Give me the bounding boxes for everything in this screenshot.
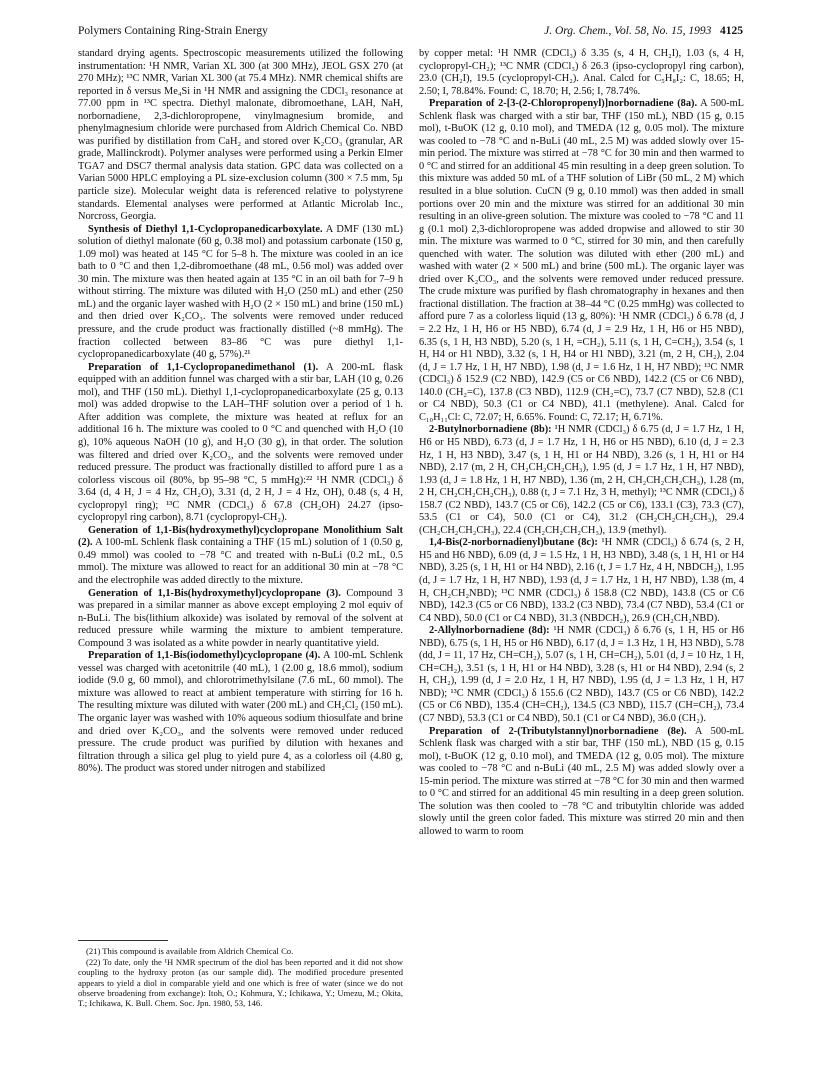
paragraph-instrumentation: standard drying agents. Spectroscopic measurements utilized the following instrumentation: ¹H NMR, Varian XL 300 (at 300 MHz), JEOL GSX 270 (at 270 MHz); ¹³C NMR, Varian XL 300 (at 75.4 MHz). NMR chemical shifts are reported in δ versus Me₄Si in ¹H NMR and assigning the CDCl₃ resonance at 77.00 ppm in ¹³C spectra. Diethyl malonate, dibromoethane, LAH, NaH, norbornadiene, 2,3-dichloropropene, vinylmagnesium bromide, and phenylmagnesium chloride were purchased from Aldrich Chemical Co. NBD was purified by distillation from CaH₂ and stored over K₂CO₃ (granular, AR grade, Mallinckrodt). Polymer analyses were performed using a Perkin Elmer TGA7 and DSC7 thermal analysis data station. GPC data was collected on a Varian 5000 HPLC employing a PL size-exclusion column (300 × 7.5 mm, 5μ particle size). Molecular weight data is referenced relative to polystyrene standards. Elemental analyses were performed at Atlantic Microlab Inc., Norcross, Georgia. xyxy=(78,48,403,223)
section-heading: Generation of 1,1-Bis(hydroxymethyl)cyclopropane Monolithium Salt (2). xyxy=(78,524,403,549)
section-heading: 2-Allylnorbornadiene (8d): xyxy=(429,625,550,637)
section-body: A DMF (130 mL) solution of diethyl malonate (60 g, 0.38 mol) and potassium carbonate (150 g, 1.09 mol) was heated at 145 °C for 5–8 h. The mixture was cooled in an ice bath to 0 °C and then 1,2-dibromoethane (48 mL, 0.56 mol) was added over 30 min. The mixture was then heated again at 135 °C in an oil bath for 7–9 h without stirring. The mixture was diluted with H₂O (250 mL) and ether (250 mL) and the organic layer washed with H₂O (2 × 150 mL) and brine (150 mL) and then dried over K₂CO₃. The solvents were removed under reduced pressure, and the crude product was fractionally distilled (~8 mmHg). The fraction collected between 83–86 °C was pure diethyl 1,1-cyclopropanedicarboxylate (40 g, 57%).²¹ xyxy=(78,223,403,361)
running-title: Polymers Containing Ring-Strain Energy xyxy=(78,25,268,37)
section-body: A 500-mL Schlenk flask was charged with a stir bar, THF (150 mL), NBD (15 g, 0.15 mol), t-BuOK (12 g, 0.10 mol), and TMEDA (12 g, 0.05 mol). The mixture was cooled to −78 °C and n-BuLi (40 mL, 2.5 M) was added slowly over a 15-min period. The mixture was stirred at −78 °C for 30 min and then warmed to 0 °C and stirred for an additional 45 min resulting in a deep green solution. The solution was then cooled to −78 °C and tributyltin chloride was added slowly until the green color faded. This mixture was stirred 20 min and then allowed to warm to room xyxy=(419,725,745,837)
footnotes xyxy=(78,940,403,1009)
right-column xyxy=(419,48,744,838)
section-compound-2 xyxy=(78,525,403,588)
section-compound-8b xyxy=(419,424,744,537)
journal-citation xyxy=(544,25,743,37)
section-compound-8e xyxy=(419,726,744,839)
section-heading: Preparation of 2-(Tributylstannyl)norbornadiene (8e). xyxy=(429,725,687,737)
page-header xyxy=(78,25,743,41)
section-heading: 1,4-Bis(2-norbornadienyl)butane (8c): xyxy=(429,537,598,549)
section-body: ¹H NMR (CDCl₃) δ 6.76 (s, 1 H, H5 or H6 NBD), 6.75 (s, 1 H, H5 or H6 NBD), 6.17 (d, J = 1.3 Hz, 1 H, H3 NBD), 5.78 (dd, J = 11, 17 Hz, CH=CH₂), 5.07 (s, 1 H, CH=CH₂), 5.01 (d, J = 10 Hz, 1 H, CH=CH₂), 3.51 (s, 1 H, H1 or H4 NBD), 3.28 (s, H1 or H4 NBD), 2.94 (s, 2 H, CH₂), 1.99 (d, J = 2.0 Hz, 1 H, H7 NBD), 1.95 (d, J = 1.3 Hz, 1 H, H7 NBD); ¹³C NMR (CDCl₃) δ 155.6 (C2 NBD), 143.7 (C5 or C6 NBD), 142.2 (C5 or C6 NBD), 135.4 (CH=CH₂), 134.5 (C3 NBD), 115.7 (CH=CH₂), 73.4 (C7 NBD), 53.3 (C1 or C4 NBD), 50.1 (C1 or C4 NBD), 36.0 (CH₂). xyxy=(419,625,744,724)
section-body: Compound 3 was prepared in a similar manner as above except employing 2 mol equiv of n-BuLi. The bis(lithium alkoxide) was isolated by removal of the solvent at reduced pressure while warming the mixture to ambient temperature. Compound 3 was isolated as a white powder in nearly quantitative yield. xyxy=(78,587,403,649)
footnote-rule xyxy=(78,940,168,941)
section-compound-8c xyxy=(419,537,744,625)
section-body: ¹H NMR (CDCl₃) δ 6.74 (s, 2 H, H5 and H6 NBD), 6.09 (d, J = 1.5 Hz, 1 H, H3 NBD), 3.48 (s, 1 H, H1 or H4 NBD), 3.25 (s, 1 H, H1 or H4 NBD), 2.16 (t, J = 1.7 Hz, 4 H, NBDCH₂), 1.95 (d, J = 1.7 Hz, 1 H, H7 NBD), 1.93 (d, J = 1.7 Hz, 1 H, H7 NBD), 1.38 (m, 4 H, CH₂CH₂NBD); ¹³C NMR (CDCl₃) δ 158.8 (C2 NBD), 143.8 (C5 or C6 NBD), 142.3 (C5 or C6 NBD), 133.2 (C3 NBD), 73.4 (C7 NBD), 53.4 (C1 or C4 NBD), 50.0 (C1 or C4 NBD), 31.3 (NBDCH₂), 26.9 (CH₂CH₂NBD). xyxy=(419,537,744,624)
section-compound-8d xyxy=(419,625,744,725)
section-body: A 500-mL Schlenk flask was charged with a stir bar, THF (150 mL), NBD (15 g, 0.15 mol), t-BuOK (12 g, 0.10 mol), and TMEDA (12 g, 0.05 mol). The mixture was cooled to −78 °C and n-BuLi (40 mL, 2.5 M) was added slowly over 15-min period. The mixture was stirred at −78 °C for 30 min and then warmed to 0 °C and stirred for an additional 45 min resulting in a deep green solution. To this mixture was added 50 mL of a THF solution of LiBr (50 mL, 2 M) which resulted in a blue solution. CuCN (9 g, 0.10 mmol) was then added in small portions over 20 min and the mixture was stirred for an additional 30 min resulting in an olive-green solution. The mixture was cooled to −78 °C and 11 g (0.1 mol) 2,3-dichloropropene was added dropwise and allowed to stir 30 min. The mixture was warmed to 0 °C, stirred for 30 min, and then carefully quenched with water. The solution was diluted with ether (200 mL) and washed with water (2 × 500 mL) and brine (500 mL). The organic layer was dried over K₂CO₃, and the solvents were removed under reduced pressure. The crude mixture was purified by flash chromatography in hexanes and then fractional distillation. The fraction at 38–44 °C (0.25 mmHg) was collected to afford pure 7 as a colorless liquid (13 g, 80%): ¹H NMR (CDCl₃) δ 6.78 (d, J = 2.2 Hz, 1 H, H6 or H5 NBD), 6.74 (d, J = 2.9 Hz, 1 H, H6 or H5 NBD), 6.35 (s, 1 H, H3 NBD), 5.20 (s, 1 H, =CH₂), 5.11 (s, 1 H, C=CH₂), 3.54 (s, 1 H, H4 or H1 NBD), 3.32 (s, 1 H, H4 or H1 NBD), 3.21 (m, 2 H, CH₂), 2.04 (d, J = 1.7 Hz, 1 H, H7 NBD), 1.98 (d, J = 1.6 Hz, 1 H, H7 NBD); ¹³C NMR (CDCl₃) δ 152.9 (C2 NBD), 142.9 (C5 or C6 NBD), 142.2 (C5 or C6 NBD), 140.0 (CH₂=C), 137.8 (C3 NBD), 112.9 (CH₂=C), 73.7 (C7 NBD), 52.8 (C1 or C4 NBD), 50.3 (C1 or C4 NBD), 41.1 (methylene). Anal. Calcd for C₁₀H₁₁Cl: C, 72.07; H, 6.65%. Found: C, 72.17; H, 6.71%. xyxy=(419,98,744,423)
section-body: ¹H NMR (CDCl₃) δ 6.75 (d, J = 1.7 Hz, 1 H, H6 or H5 NBD), 6.73 (d, J = 1.7 Hz, 1 H, H6 or H5 NBD), 6.10 (d, J = 2.3 Hz, 1 H, H3 NBD), 3.47 (s, 1 H, H1 or H4 NBD), 3.26 (s, 1 H, H1 or H4 NBD), 2.17 (m, 2 H, CH₂CH₂CH₂CH₃), 1.95 (d, J = 1.7 Hz, 1 H, H7 NBD), 1.93 (d, J = 1.8 Hz, 1 H, H7 NBD), 1.36 (m, 2 H, CH₂CH₂CH₂CH₃), 1.28 (m, 2 H, CH₂CH₂CH₂CH₃), 0.88 (t, J = 7.1 Hz, 3 H, methyl); ¹³C NMR (CDCl₃) δ 158.7 (C2 NBD), 143.7 (C5 or C6), 142.2 (C5 or C6), 133.1 (C3), 73.3 (C7), 53.5 (C1 or C4), 50.0 (C1 or C4), 31.2 (CH₂CH₂CH₂CH₃), 29.4 (CH₂CH₂CH₂CH₃), 22.4 (CH₂CH₂CH₂CH₃), 13.9 (methyl). xyxy=(419,424,744,536)
section-compound-4 xyxy=(78,650,403,775)
section-heading: Synthesis of Diethyl 1,1-Cyclopropanedicarboxylate. xyxy=(88,223,323,235)
left-column xyxy=(78,48,403,776)
section-compound-3 xyxy=(78,588,403,651)
section-heading: Preparation of 1,1-Cyclopropanedimethanol (1). xyxy=(88,361,319,373)
section-body: A 100-mL Schlenk flask containing a THF (15 mL) solution of 1 (0.50 g, 0.49 mmol) was cooled to −78 °C and treated with n-BuLi (0.2 mL, 0.5 mmol). The mixture was allowed to react for an additional 30 min at −78 °C and the electrophile was added directly to the mixture. xyxy=(78,537,403,586)
section-body: A 100-mL Schlenk vessel was charged with acetonitrile (40 mL), 1 (2.00 g, 18.6 mmol), sodium iodide (9.0 g, 60 mmol), and chlorotrimethylsilane (7.6 mL, 60 mmol). The mixture was allowed to react at ambient temperature with stirring for 16 h. The resulting mixture was diluted with water (200 mL) and CH₂Cl₂ (150 mL). The organic layer was washed with 10% aqueous sodium thiosulfate and brine and dried over K₂CO₃, and the solvents were removed under reduced pressure. The crude product was purified by dilution with hexanes and filtration through a silica gel plug to yield pure 4, as a colorless oil (4.80 g, 80%). The product was stored under nitrogen and stabilized xyxy=(78,650,403,775)
section-heading: Generation of 1,1-Bis(hydroxymethyl)cyclopropane (3). xyxy=(88,587,341,599)
page-number: 4125 xyxy=(720,25,743,37)
journal-name: J. Org. Chem., Vol. 58, No. 15, 1993 xyxy=(544,25,712,37)
footnote-22: (22) To date, only the ¹H NMR spectrum of the diol has been reported and it did not show coupling to the hydroxy proton (as our sample did). The modified procedure presented appears to yield a diol in comparable yield and one which is free of water (since we do not observe broadening from exchange): Itoh, O.; Kohmura, Y.; Ichikawa, Y.; Umezu, M.; Okita, T.; Ichikawa, K. Bull. Chem. Soc. Jpn. 1980, 53, 146. xyxy=(78,957,403,1009)
section-heading: Preparation of 1,1-Bis(iodomethyl)cyclopropane (4). xyxy=(88,650,321,662)
section-compound-8a xyxy=(419,98,744,424)
section-heading: Preparation of 2-[3-(2-Chloropropenyl)]norbornadiene (8a). xyxy=(429,98,698,110)
section-body: A 200-mL flask equipped with an addition funnel was charged with a stir bar, LAH (10 g, 0.26 mol), and THF (150 mL). Diethyl 1,1-cyclopropanedicarboxylate (25 g, 0.13 mol) was added dropwise to the LAH–THF solution over a period of 1 h. After addition was complete, the mixture was heated at reflux for an additional 16 h. The mixture was cooled to 0 °C and quenched with H₂O (10 g), 10% aqueous NaOH (10 g), and H₂O (30 g), in that order. The solution was filtered and dried over K₂CO₃, and the solvents were removed under reduced pressure. The product was fractionally distilled to afford pure 1 as a colorless viscous oil (80%, bp 95–98 °C, 5 mmHg):²² ¹H NMR (CDCl₃) δ 3.64 (d, 4 H, J = 4 Hz, CH₂O), 3.31 (d, 2 H, J = 4 Hz, OH), 0.48 (s, 4 H, cyclopropyl ring); ¹³C NMR (CDCl₃) δ 67.8 (CH₂OH) 24.27 (ipso-cyclopropyl ring carbon), 8.71 (cyclopropyl-CH₂). xyxy=(78,361,403,524)
section-compound-1 xyxy=(78,362,403,525)
section-heading: 2-Butylnorbornadiene (8b): xyxy=(429,424,552,436)
footnote-21: (21) This compound is available from Aldrich Chemical Co. xyxy=(86,946,294,956)
paragraph-continued: by copper metal: ¹H NMR (CDCl₃) δ 3.35 (s, 4 H, CH₂I), 1.03 (s, 4 H, cyclopropyl-CH₂); ¹³C NMR (CDCl₃) δ 26.3 (ipso-cyclopropyl ring carbon), 23.0 (CH₂I), 19.5 (cyclopropyl-CH₂). Anal. Calcd for C₅H₈I₂: C, 18.65; H, 2.50; I, 78.84%. Found: C, 18.70; H, 2.56; I, 78.74%. xyxy=(419,48,744,97)
section-diethyl-ester xyxy=(78,224,403,362)
